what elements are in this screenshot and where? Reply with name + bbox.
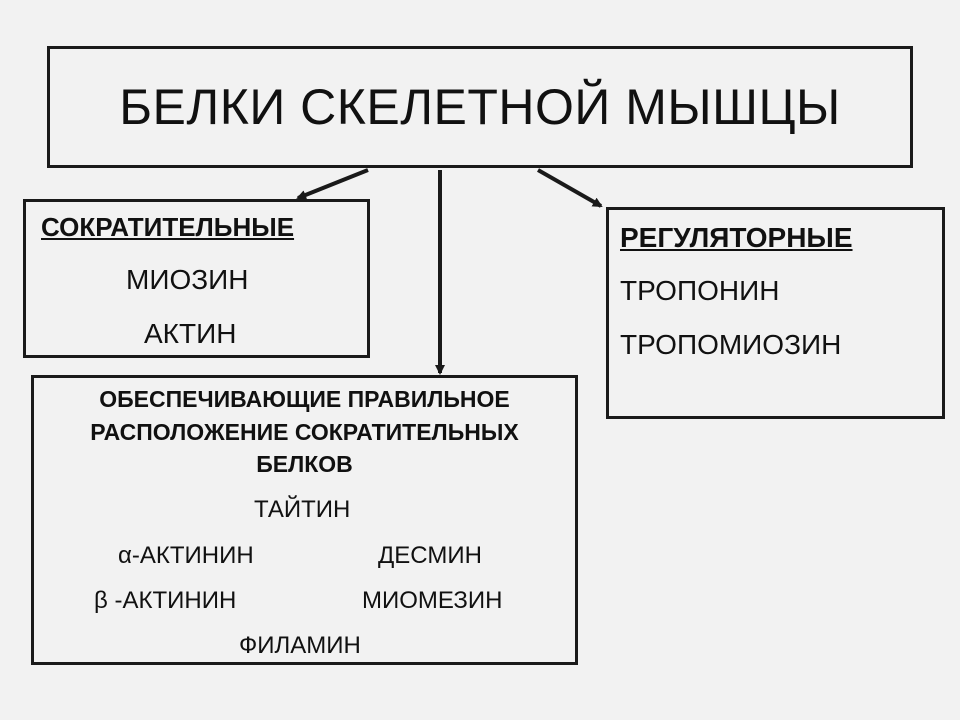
contractile-proteins-box: [23, 199, 370, 358]
structural-item-myomesin: МИОМЕЗИН: [362, 587, 503, 614]
structural-heading-line-1: ОБЕСПЕЧИВАЮЩИЕ ПРАВИЛЬНОЕ: [99, 386, 510, 412]
regulatory-item-troponin: ТРОПОНИН: [620, 275, 780, 306]
contractile-item-actin: АКТИН: [144, 318, 237, 349]
structural-heading-line-3: БЕЛКОВ: [256, 451, 353, 477]
structural-item-alpha-actinin: α-АКТИНИН: [118, 542, 254, 569]
structural-item-beta-actinin: β -АКТИНИН: [94, 587, 237, 614]
regulatory-heading: РЕГУЛЯТОРНЫЕ: [620, 222, 853, 253]
structural-item-titin: ТАЙТИН: [254, 496, 351, 523]
contractile-item-myosin: МИОЗИН: [126, 264, 249, 295]
regulatory-proteins-box: [606, 207, 945, 419]
arrow-to-regulatory: [538, 170, 601, 206]
structural-proteins-box: [31, 375, 578, 665]
structural-item-desmin: ДЕСМИН: [378, 542, 482, 569]
structural-heading-line-2: РАСПОЛОЖЕНИЕ СОКРАТИТЕЛЬНЫХ: [90, 419, 519, 445]
diagram-title: БЕЛКИ СКЕЛЕТНОЙ МЫШЦЫ: [119, 79, 841, 135]
contractile-heading: СОКРАТИТЕЛЬНЫЕ: [41, 212, 295, 242]
title-box: [47, 46, 913, 168]
arrow-to-contractile: [298, 170, 368, 198]
structural-item-filamin: ФИЛАМИН: [239, 632, 361, 659]
regulatory-item-tropomyosin: ТРОПОМИОЗИН: [620, 329, 842, 360]
